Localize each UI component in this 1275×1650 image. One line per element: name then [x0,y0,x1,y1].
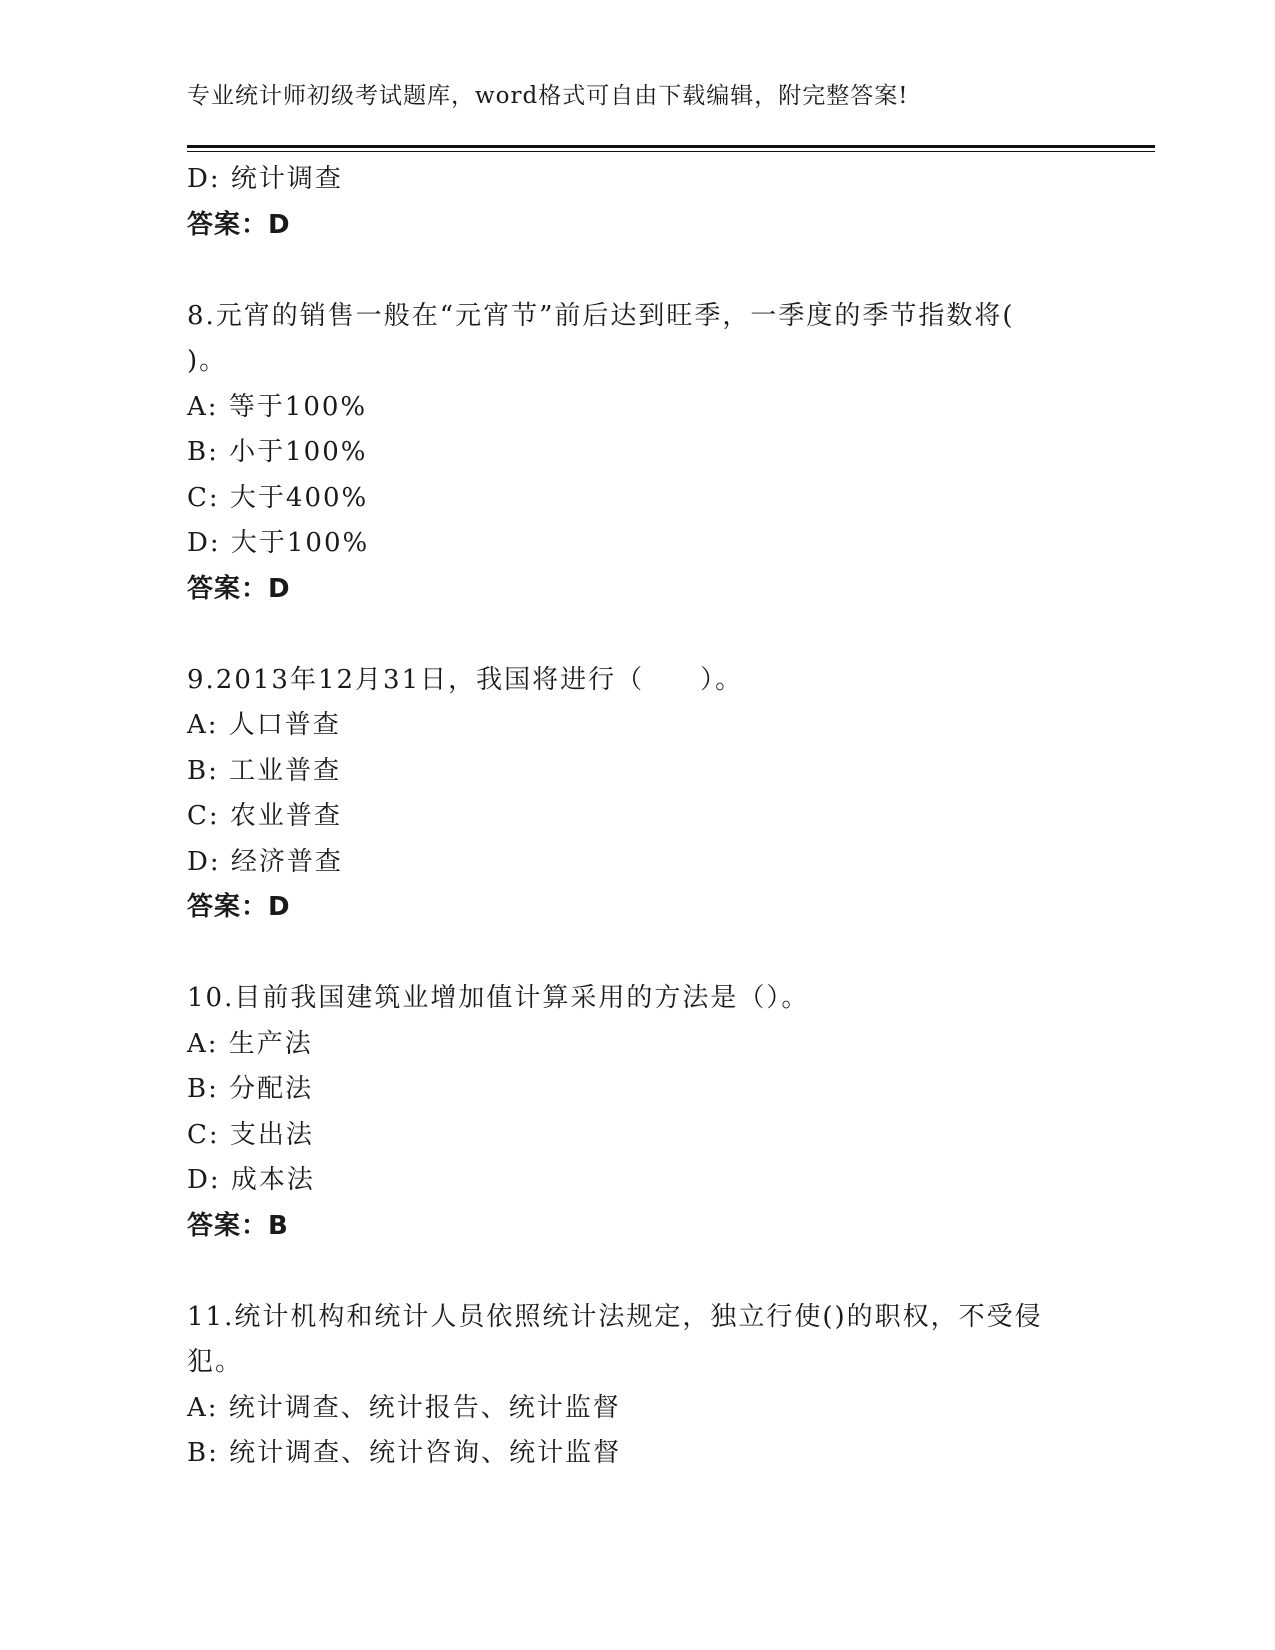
q9-option-a: A: 人口普查 [187,710,341,740]
q11-question-line-2: 犯。 [187,1347,244,1377]
spacer [187,612,1087,658]
q10-option-c: C: 支出法 [187,1119,314,1150]
q8-question-line-2: )。 [187,346,228,376]
header-rule-thick [187,145,1155,148]
q10-option-d: D: 成本法 [187,1165,315,1195]
q7-answer: 答案：D [187,209,291,240]
q9-answer: 答案：D [187,892,291,922]
page-header: 专业统计师初级考试题库，word格式可自由下载编辑，附完整答案! [187,83,909,109]
q9-option-c: C: 农业普查 [187,801,342,831]
q11-question-line-1: 11.统计机构和统计人员依照统计法规定，独立行使()的职权，不受侵 [187,1301,1043,1332]
spacer [187,1249,1087,1295]
q8-option-a: A: 等于100% [187,391,368,422]
q9-option-b: B: 工业普查 [187,755,342,786]
q10-answer: 答案：B [187,1210,289,1241]
q10-option-a: A: 生产法 [187,1028,313,1059]
question-content [187,157,1087,1477]
q8-answer: 答案：D [187,573,291,604]
q8-option-b: B: 小于100% [187,437,368,467]
q11-option-a: A: 统计调查、统计报告、统计监督 [187,1392,621,1423]
q8-question-line-1: 8.元宵的销售一般在“元宵节”前后达到旺季，一季度的季节指数将( [187,300,1015,331]
q10-option-b: B: 分配法 [187,1074,314,1104]
q8-option-c: C: 大于400% [187,482,369,513]
q9-question: 9.2013年12月31日，我国将进行（ ）。 [187,664,744,695]
spacer [187,931,1087,977]
q7-option-d: D: 统计调查 [187,164,343,194]
q8-option-d: D: 大于100% [187,528,370,558]
q11-option-b: B: 统计调查、统计咨询、统计监督 [187,1438,622,1468]
q9-option-d: D: 经济普查 [187,846,343,877]
q10-question: 10.目前我国建筑业增加值计算采用的方法是（）。 [187,983,810,1013]
header-rule-thin [187,151,1155,152]
spacer [187,248,1087,294]
